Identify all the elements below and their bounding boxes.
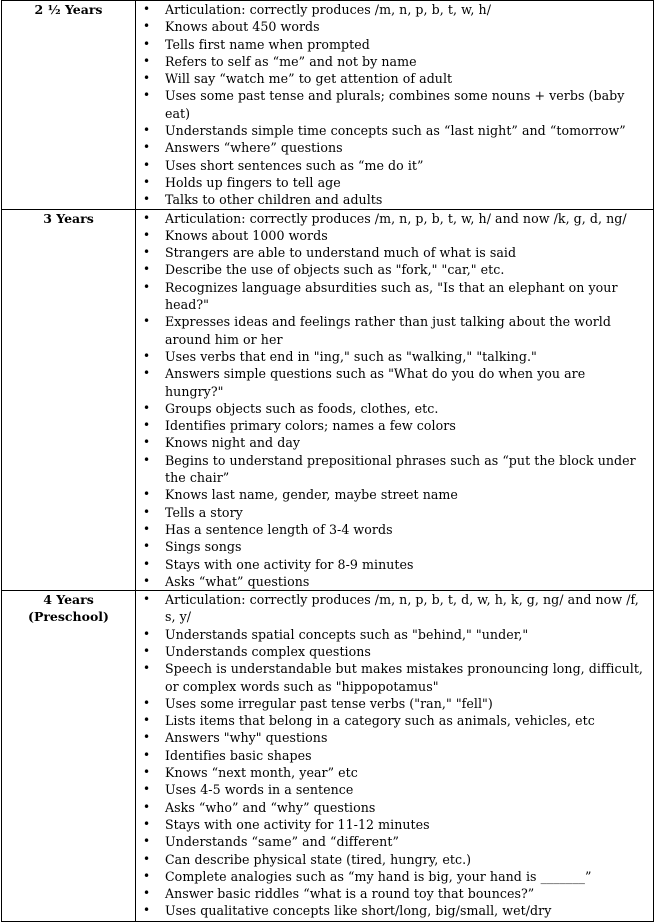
milestone-item: • Holds up fingers to tell age <box>165 174 647 191</box>
milestone-item: • Speech is understandable but makes mistakes pronouncing long, difficult, or complex words such as "hippopotamus" <box>165 660 647 695</box>
milestone-item: • Articulation: correctly produces /m, n, p, b, t, w, h/ <box>165 1 647 18</box>
milestone-item: • Has a sentence length of 3-4 words <box>165 521 647 538</box>
milestone-item: • Knows about 1000 words <box>165 227 647 244</box>
milestone-item: • Refers to self as “me” and not by name <box>165 53 647 70</box>
milestone-item: • Understands “same” and “different” <box>165 833 647 850</box>
milestone-item: • Understands complex questions <box>165 643 647 660</box>
milestone-item: • Tells first name when prompted <box>165 36 647 53</box>
milestone-item: • Begins to understand prepositional phrases such as “put the block under the chair” <box>165 452 647 487</box>
milestone-item: • Knows last name, gender, maybe street name <box>165 486 647 503</box>
milestone-item: • Articulation: correctly produces /m, n, p, b, t, d, w, h, k, g, ng/ and now /f, s, y/ <box>165 591 647 626</box>
age-label: 2 ½ Years <box>34 2 103 17</box>
milestone-item: • Answers simple questions such as "What do you do when you are hungry?" <box>165 365 647 400</box>
milestone-item: • Understands simple time concepts such as “last night” and “tomorrow” <box>165 122 647 139</box>
age-label: 3 Years <box>43 210 94 226</box>
milestone-item: • Uses 4-5 words in a sentence <box>165 781 647 798</box>
milestone-item: • Complete analogies such as “my hand is big, your hand is _______” <box>165 868 647 885</box>
milestone-item: • Uses qualitative concepts like short/long, big/small, wet/dry <box>165 902 647 919</box>
milestone-item: • Lists items that belong in a category such as animals, vehicles, etc <box>165 712 647 729</box>
milestone-item: • Will say “watch me” to get attention of adult <box>165 70 647 87</box>
age-cell <box>2 1 136 210</box>
milestone-item: • Knows about 450 words <box>165 18 647 35</box>
milestone-item: • Sings songs <box>165 538 647 555</box>
age-cell <box>2 591 136 922</box>
milestone-item: • Groups objects such as foods, clothes, etc. <box>165 400 647 417</box>
milestone-item: • Answers "why" questions <box>165 729 647 746</box>
age-label: (Preschool) <box>28 609 109 625</box>
milestone-item: • Asks “who” and “why” questions <box>165 799 647 816</box>
milestone-item: • Answer basic riddles “what is a round toy that bounces?” <box>165 885 647 902</box>
milestone-item: • Recognizes language absurdities such as, "Is that an elephant on your head?" <box>165 279 647 314</box>
milestone-item: • Uses some past tense and plurals; combines some nouns + verbs (baby eat) <box>165 87 647 122</box>
milestones-table <box>1 0 654 922</box>
age-label: 4 Years <box>43 592 94 608</box>
milestone-item: • Uses verbs that end in "ing," such as "walking," "talking." <box>165 348 647 365</box>
milestone-item: • Uses some irregular past tense verbs ("ran," "fell") <box>165 695 647 712</box>
milestones-table-body <box>2 1 654 922</box>
age-row <box>2 591 654 922</box>
milestone-item: • Describe the use of objects such as "fork," "car," etc. <box>165 261 647 278</box>
age-row <box>2 209 654 591</box>
milestone-item: • Understands spatial concepts such as "behind," "under," <box>165 626 647 643</box>
milestone-item: • Answers “where” questions <box>165 139 647 156</box>
milestone-item: • Expresses ideas and feelings rather than just talking about the world around him or her <box>165 313 647 348</box>
milestone-item: • Talks to other children and adults <box>165 191 647 208</box>
age-cell <box>2 209 136 591</box>
milestone-item: • Tells a story <box>165 504 647 521</box>
milestone-item: • Knows night and day <box>165 434 647 451</box>
milestones-cell <box>136 591 654 922</box>
milestone-item: • Identifies primary colors; names a few colors <box>165 417 647 434</box>
milestone-item: • Uses short sentences such as “me do it” <box>165 157 647 174</box>
milestone-list <box>136 591 653 920</box>
milestones-cell <box>136 1 654 210</box>
milestone-item: • Stays with one activity for 11-12 minutes <box>165 816 647 833</box>
milestone-list <box>136 1 653 209</box>
milestone-item: • Articulation: correctly produces /m, n, p, b, t, w, h/ and now /k, g, d, ng/ <box>165 210 647 227</box>
milestone-item: • Asks “what” questions <box>165 573 647 590</box>
milestone-list <box>136 210 653 591</box>
milestone-item: • Stays with one activity for 8-9 minutes <box>165 556 647 573</box>
milestone-item: • Can describe physical state (tired, hungry, etc.) <box>165 851 647 868</box>
age-row <box>2 1 654 210</box>
milestone-item: • Knows “next month, year” etc <box>165 764 647 781</box>
milestones-cell <box>136 209 654 591</box>
milestone-item: • Identifies basic shapes <box>165 747 647 764</box>
milestone-item: • Strangers are able to understand much of what is said <box>165 244 647 261</box>
